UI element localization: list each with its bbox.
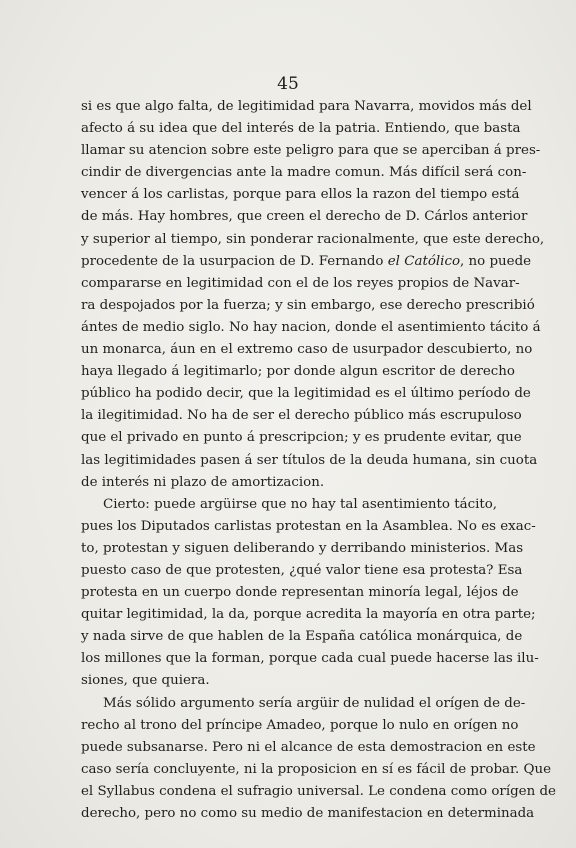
text-line: Cierto: puede argüirse que no hay tal asentimiento tácito, — [103, 496, 498, 512]
text-line — [81, 251, 532, 273]
text-line: puede subsanarse. Pero ni el alcance de esta demostracion en este — [81, 739, 536, 755]
body-text — [81, 96, 556, 825]
text-line: la ilegitimidad. No ha de ser el derecho público más escrupuloso — [81, 408, 522, 424]
text-line: afecto á su idea que del interés de la patria. Entiendo, que basta — [81, 121, 521, 137]
text-line: el Syllabus condena el sufragio universal. Le condena como orígen de — [81, 783, 556, 799]
text-line: ántes de medio siglo. No hay nacion, donde el asentimiento tácito á — [81, 319, 541, 335]
text-line: protesta en un cuerpo donde representan minoría legal, léjos de — [81, 585, 519, 601]
paragraph — [81, 693, 556, 826]
text-line: llamar su atencion sobre este peligro para que se aperciban á pres- — [81, 143, 541, 159]
text-line: caso sería concluyente, ni la proposicion en sí es fácil de probar. Que — [81, 761, 551, 777]
text-line: derecho, pero no como su medio de manifestacion en determinada — [81, 806, 535, 821]
text-run: , no puede — [460, 253, 532, 269]
text-line: to, protestan y siguen deliberando y derribando ministerios. Mas — [81, 540, 524, 556]
text-line: ra despojados por la fuerza; y sin embargo, ese derecho prescribió — [81, 297, 535, 313]
text-line: vencer á los carlistas, porque para ellos la razon del tiempo está — [81, 187, 520, 203]
text-line: y superior al tiempo, sin ponderar racionalmente, que este derecho, — [81, 231, 545, 247]
text-line: compararse en legitimidad con el de los reyes propios de Navar- — [81, 275, 520, 291]
text-line: las legitimidades pasen á ser títulos de la deuda humana, sin cuota — [81, 452, 538, 468]
text-line: puesto caso de que protesten, ¿qué valor tiene esa protesta? Esa — [81, 562, 523, 578]
paragraph — [81, 96, 545, 494]
text-line: y nada sirve de que hablen de la España católica monárquica, de — [81, 629, 523, 645]
text-line: Más sólido argumento sería argüir de nulidad el orígen de de- — [103, 695, 526, 711]
text-line: haya llegado á legitimarlo; por donde algun escritor de derecho — [81, 364, 515, 380]
text-run: procedente de la usurpacion de D. Fernando — [81, 253, 388, 269]
paragraph — [81, 494, 539, 693]
text-line: un monarca, áun en el extremo caso de usurpador descubierto, no — [81, 342, 533, 358]
italic-text-run: el Católico — [387, 253, 461, 269]
text-line: público ha podido decir, que la legitimidad es el último período de — [81, 386, 531, 402]
text-line: pues los Diputados carlistas protestan en la Asamblea. No es exac- — [81, 518, 536, 534]
text-line: si es que algo falta, de legitimidad para Navarra, movidos más del — [81, 99, 532, 114]
text-line: de interés ni plazo de amortizacion. — [81, 474, 325, 490]
text-line: que el privado en punto á prescripcion; y es prudente evitar, que — [81, 430, 522, 446]
text-line: cindir de divergencias ante la madre comun. Más difícil será con- — [81, 165, 527, 181]
text-line: siones, que quiera. — [81, 673, 210, 689]
text-line: quitar legitimidad, la da, porque acredita la mayoría en otra parte; — [81, 607, 536, 623]
text-line: recho al trono del príncipe Amadeo, porque lo nulo en orígen no — [81, 717, 519, 733]
text-line: los millones que la forman, porque cada cual puede hacerse las ilu- — [81, 651, 539, 667]
page-number: 45 — [277, 74, 299, 94]
text-line: de más. Hay hombres, que creen el derecho de D. Cárlos anterior — [81, 209, 528, 225]
